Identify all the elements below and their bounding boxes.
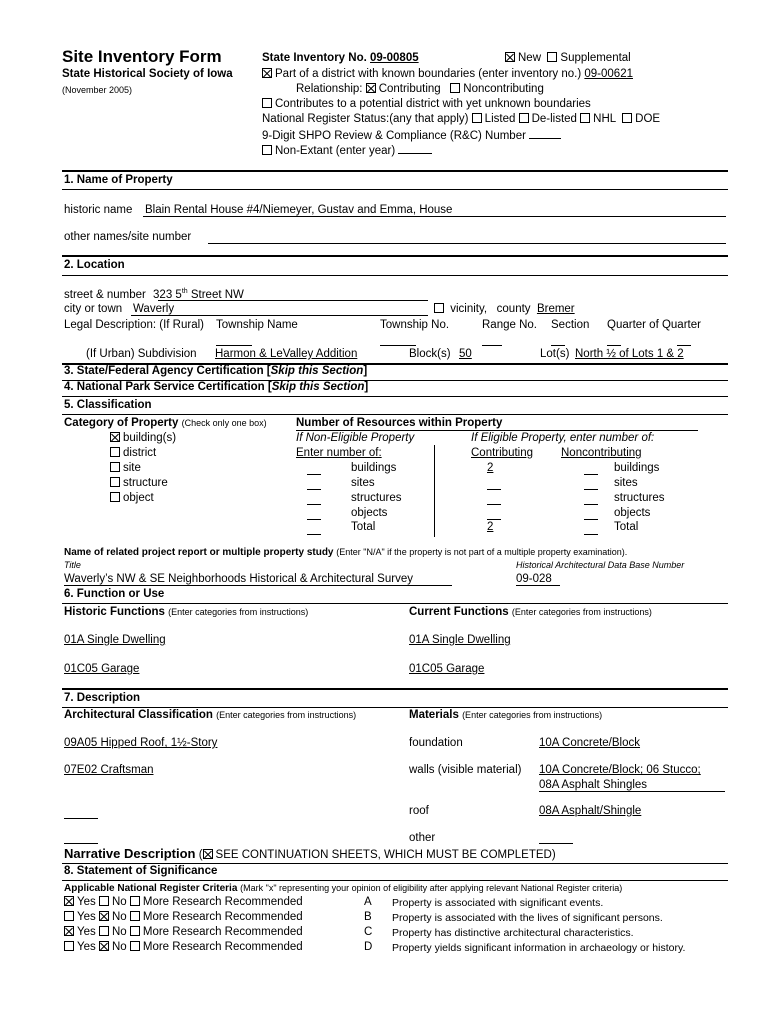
section-label: Section [551, 319, 590, 331]
row-label-buildings: buildings [351, 462, 397, 474]
criteria-text-c: Property has distinctive architectural characteristics. [392, 927, 634, 939]
a-more-checkbox[interactable] [130, 896, 140, 906]
row-label-structures: structures [351, 492, 402, 504]
category-building: building(s) [110, 432, 176, 444]
urban-label: (If Urban) Subdivision [86, 348, 197, 360]
c-structures-field[interactable] [487, 504, 501, 505]
nc-buildings-field[interactable] [584, 474, 598, 475]
related-title-line [64, 585, 452, 586]
foundation-label: foundation [409, 737, 463, 749]
contributes-row [262, 98, 591, 110]
inventory-label: State Inventory No. [262, 52, 367, 64]
street-label: street & number [64, 288, 146, 301]
title-label: Title [64, 560, 81, 570]
inventory-number: 09-00805 [370, 52, 419, 64]
b-no-checkbox[interactable] [99, 911, 109, 921]
section-field[interactable] [551, 345, 565, 346]
shpo-row [262, 128, 561, 142]
d-yes-checkbox[interactable] [64, 941, 74, 951]
d-no-checkbox[interactable] [99, 941, 109, 951]
row-label-sites: sites [351, 477, 375, 489]
b-yes-checkbox[interactable] [64, 911, 74, 921]
nr-status-row [262, 113, 660, 125]
section-2-heading: 2. Location [64, 259, 125, 271]
contributing-buildings-value[interactable]: 2 [487, 462, 494, 474]
form-date: (November 2005) [62, 85, 133, 95]
current-functions-label: Current Functions [409, 606, 509, 618]
other-material-field[interactable] [539, 843, 573, 844]
section-7-heading: 7. Description [64, 692, 141, 704]
nc-total-field[interactable] [584, 534, 598, 535]
c-yes-checkbox[interactable] [64, 926, 74, 936]
related-study-label: Name of related project report or multiple property study [64, 547, 334, 558]
district-row [262, 68, 633, 80]
foundation-value[interactable]: 10A Concrete/Block [539, 737, 641, 749]
walls-label: walls (visible material) [409, 764, 522, 776]
a-no-checkbox[interactable] [99, 896, 109, 906]
district-checkbox[interactable] [110, 447, 120, 457]
narrative-note: SEE CONTINUATION SHEETS, WHICH MUST BE COMPLETED) [215, 849, 556, 861]
lots-value[interactable]: North ½ of Lots 1 & 2 [575, 348, 684, 360]
doe-label: DOE [635, 113, 661, 125]
nc-sites-field[interactable] [584, 489, 598, 490]
non-eligible-label: If Non-Eligible Property [296, 432, 415, 444]
other-label: other [409, 832, 436, 844]
c-no-checkbox[interactable] [99, 926, 109, 936]
criteria-label: Applicable National Register Criteria [64, 883, 238, 894]
arch-class-label: Architectural Classification [64, 709, 213, 721]
org-name: State Historical Society of Iowa [62, 68, 233, 80]
related-study-note: (Enter "N/A" if the property is not part of a multiple property examination). [336, 547, 628, 557]
new-label: New [518, 52, 542, 64]
contributing-checkbox[interactable] [366, 83, 376, 93]
district-number: 09-00621 [584, 68, 633, 80]
supplemental-label: Supplemental [560, 52, 631, 64]
c-sites-field[interactable] [487, 489, 501, 490]
range-no-label: Range No. [482, 319, 537, 331]
new-supplemental [505, 52, 631, 64]
nonextant-checkbox[interactable] [262, 145, 272, 155]
narrative-label: Narrative Description [64, 846, 196, 861]
criteria-note: (Mark "x" representing your opinion of eligibility after applying relevant National Register criteria) [240, 883, 623, 893]
hadb-value[interactable]: 09-028 [516, 573, 552, 585]
listed-checkbox[interactable] [472, 113, 482, 123]
criteria-letter-d: D [364, 941, 373, 953]
section-4-heading: 4. National Park Service Certification [Skip this Section] [64, 381, 369, 393]
supplemental-checkbox[interactable] [547, 52, 557, 62]
arch-class-row [64, 709, 356, 721]
other-names-label: other names/site number [64, 231, 192, 243]
relationship-label: Relationship: [296, 83, 363, 95]
section-6-heading: 6. Function or Use [64, 588, 165, 600]
section-1-heading: 1. Name of Property [64, 174, 173, 186]
historic-function-1[interactable]: 01A Single Dwelling [64, 634, 166, 646]
arch-class-4-field[interactable] [64, 843, 98, 844]
category-label: Category of Property [64, 417, 179, 429]
divider [62, 707, 728, 708]
blocks-value[interactable]: 50 [459, 348, 472, 360]
section-8-heading: 8. Statement of Significance [64, 865, 218, 877]
resources-heading: Number of Resources within Property [296, 417, 503, 429]
ne-structures-field[interactable] [307, 504, 321, 505]
form-title: Site Inventory Form [62, 47, 222, 66]
a-yes-checkbox[interactable] [64, 896, 74, 906]
nonextant-row [262, 143, 432, 157]
current-function-2[interactable]: 01C05 Garage [409, 663, 485, 675]
contributing-total-value[interactable]: 2 [487, 521, 494, 533]
criteria-text-b: Property is associated with the lives of significant persons. [392, 912, 663, 924]
noncontributing-checkbox[interactable] [450, 83, 460, 93]
divider [62, 880, 728, 881]
contributing-label: Contributing [378, 83, 441, 95]
ne-sites-field[interactable] [307, 489, 321, 490]
enter-number-label: Enter number of: [296, 447, 382, 459]
county-label: county [496, 303, 531, 315]
category-site: site [110, 462, 141, 474]
new-checkbox[interactable] [505, 52, 515, 62]
street-value[interactable]: 323 5th Street NW [153, 288, 244, 301]
right-label-objects: objects [614, 507, 651, 519]
criteria-d-row: Yes No More Research Recommended [64, 941, 303, 953]
related-study-row [64, 547, 627, 558]
criteria-letter-a: A [364, 896, 372, 908]
materials-note: (Enter categories from instructions) [462, 710, 603, 720]
city-value[interactable]: Waverly [133, 303, 175, 315]
criteria-text-a: Property is associated with significant events. [392, 897, 604, 909]
walls-line [539, 791, 725, 792]
right-label-structures: structures [614, 492, 665, 504]
noncontributing-label: Noncontributing [463, 83, 544, 95]
divider [62, 189, 728, 190]
building-checkbox[interactable] [110, 432, 120, 442]
right-label-sites: sites [614, 477, 638, 489]
township-name-label: Township Name [216, 319, 298, 331]
criteria-b-row: Yes No More Research Recommended [64, 911, 303, 923]
structure-checkbox[interactable] [110, 477, 120, 487]
divider [62, 255, 728, 257]
hadb-line [516, 585, 560, 586]
legal-label: Legal Description: (If Rural) [64, 319, 204, 331]
current-function-1[interactable]: 01A Single Dwelling [409, 634, 511, 646]
subdivision-value[interactable]: Harmon & LeValley Addition [215, 348, 358, 360]
township-no-field[interactable] [380, 345, 416, 346]
criteria-letter-b: B [364, 911, 372, 923]
category-row [64, 417, 267, 429]
divider [62, 414, 728, 415]
criteria-letter-c: C [364, 926, 373, 938]
inventory-row [262, 52, 419, 64]
row-label-total: Total [351, 521, 376, 533]
object-checkbox[interactable] [110, 492, 120, 502]
nhl-label: NHL [593, 113, 616, 125]
historic-function-2[interactable]: 01C05 Garage [64, 663, 140, 675]
district-label: Part of a district with known boundaries (enter inventory no.) [275, 68, 582, 80]
historic-name-line [143, 216, 726, 217]
nr-status-label: National Register Status:(any that apply) [262, 113, 469, 125]
materials-label: Materials [409, 709, 459, 721]
roof-label: roof [409, 805, 429, 817]
vicinity-row [434, 303, 575, 315]
ne-buildings-field[interactable] [307, 474, 321, 475]
lots-label: Lot(s) [540, 348, 570, 360]
historic-functions-label: Historic Functions [64, 606, 165, 618]
delisted-checkbox[interactable] [519, 113, 529, 123]
arch-class-1[interactable]: 09A05 Hipped Roof, 1½-Story [64, 737, 218, 749]
narrative-row: Narrative Description ( SEE CONTINUATION SHEETS, WHICH MUST BE COMPLETED) [64, 846, 556, 861]
county-value[interactable]: Bremer [536, 303, 575, 315]
listed-label: Listed [484, 113, 516, 125]
divider [62, 275, 728, 276]
roof-value[interactable]: 08A Asphalt/Shingle [539, 805, 642, 817]
criteria-text-d: Property yields significant information in archaeology or history. [392, 942, 686, 954]
walls-value-2[interactable]: 08A Asphalt Shingles [539, 779, 648, 791]
contributing-col-label: Contributing [471, 447, 534, 459]
nc-objects-field[interactable] [584, 519, 598, 520]
quarter-of-quarter-field[interactable] [677, 345, 691, 346]
c-objects-field[interactable] [487, 519, 501, 520]
township-name-field[interactable] [216, 345, 252, 346]
b-more-checkbox[interactable] [130, 911, 140, 921]
current-functions-row [409, 606, 652, 618]
category-district: district [110, 447, 156, 459]
right-label-total: Total [614, 521, 639, 533]
vicinity-label: vicinity, [450, 303, 488, 315]
delisted-label: De-listed [531, 113, 577, 125]
c-more-checkbox[interactable] [130, 926, 140, 936]
city-line [131, 315, 428, 316]
township-no-label: Township No. [380, 319, 450, 331]
divider [62, 396, 728, 397]
eligible-label: If Eligible Property, enter number of: [471, 432, 655, 444]
historic-functions-note: (Enter categories from instructions) [168, 607, 309, 617]
category-note: (Check only one box) [181, 418, 267, 428]
other-names-field[interactable] [208, 243, 726, 244]
historic-name-value[interactable]: Blain Rental House #4/Niemeyer, Gustav and Emma, House [145, 204, 453, 216]
shpo-field[interactable] [529, 128, 561, 139]
hadb-label: Historical Architectural Data Base Number [516, 560, 685, 570]
ne-objects-field[interactable] [307, 519, 321, 520]
current-functions-note: (Enter categories from instructions) [511, 607, 652, 617]
divider [62, 603, 728, 604]
nc-structures-field[interactable] [584, 504, 598, 505]
arch-class-note: (Enter categories from instructions) [216, 710, 357, 720]
criteria-c-row: Yes No More Research Recommended [64, 926, 303, 938]
range-no-field[interactable] [482, 345, 502, 346]
quarter-field[interactable] [607, 345, 621, 346]
street-row [64, 288, 244, 301]
blocks-label: Block(s) [409, 348, 451, 360]
nonextant-label: Non-Extant (enter year) [275, 145, 396, 157]
column-divider [434, 445, 435, 537]
city-label: city or town [64, 303, 123, 315]
contributes-label: Contributes to a potential district with yet unknown boundaries [275, 98, 591, 110]
contributes-checkbox[interactable] [262, 98, 272, 108]
arch-class-3-field[interactable] [64, 818, 98, 819]
divider [62, 863, 728, 864]
d-more-checkbox[interactable] [130, 941, 140, 951]
noncontributing-col-label: Noncontributing [561, 447, 642, 459]
historic-name-label: historic name [64, 204, 133, 216]
nhl-checkbox[interactable] [580, 113, 590, 123]
continuation-checkbox[interactable] [203, 849, 213, 859]
shpo-label: 9-Digit SHPO Review & Compliance (R&C) Number [262, 130, 526, 142]
arch-class-2[interactable]: 07E02 Craftsman [64, 764, 154, 776]
ne-total-field[interactable] [307, 534, 321, 535]
historic-functions-row [64, 606, 308, 618]
materials-row [409, 709, 602, 721]
site-checkbox[interactable] [110, 462, 120, 472]
category-object: object [110, 492, 154, 504]
criteria-a-row: Yes No More Research Recommended [64, 896, 303, 908]
section-3-heading: 3. State/Federal Agency Certification [Skip this Section] [64, 365, 368, 377]
district-checkbox[interactable] [262, 68, 272, 78]
nonextant-year-field[interactable] [398, 143, 432, 154]
row-label-objects: objects [351, 507, 388, 519]
criteria-row [64, 883, 622, 894]
walls-value-1[interactable]: 10A Concrete/Block; 06 Stucco; [539, 764, 701, 776]
right-label-buildings: buildings [614, 462, 660, 474]
vicinity-checkbox[interactable] [434, 303, 444, 313]
relationship-row [296, 83, 544, 95]
quarter-label: Quarter of Quarter [607, 319, 701, 331]
divider [62, 688, 728, 690]
related-title-value[interactable]: Waverly’s NW & SE Neighborhoods Historical & Architectural Survey [64, 573, 413, 585]
doe-checkbox[interactable] [622, 113, 632, 123]
divider [62, 170, 728, 172]
resources-heading-line [296, 430, 698, 431]
category-structure: structure [110, 477, 168, 489]
street-line [158, 300, 428, 301]
section-5-heading: 5. Classification [64, 399, 152, 411]
